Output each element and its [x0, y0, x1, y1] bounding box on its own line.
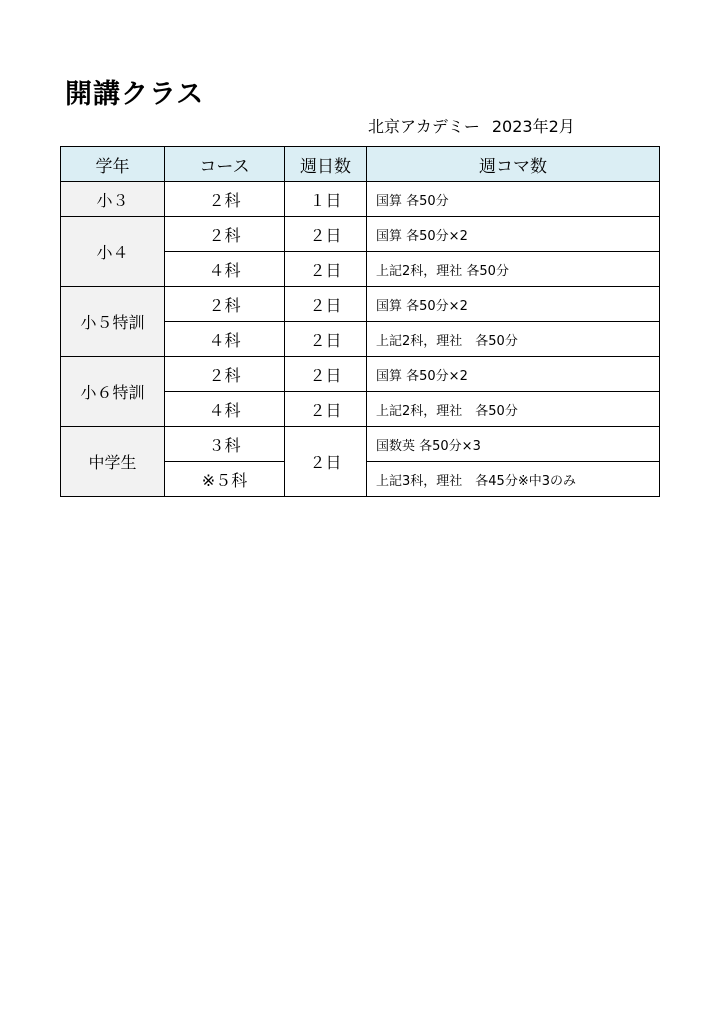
table-row	[61, 427, 660, 462]
periods-cell: 国算 各50分	[367, 182, 660, 217]
table-row	[61, 182, 660, 217]
course-cell: ４科	[165, 322, 285, 357]
page-title: 開講クラス	[65, 79, 205, 110]
header-days: 週日数	[285, 147, 367, 182]
course-cell: ２科	[165, 217, 285, 252]
header-course: コース	[165, 147, 285, 182]
periods-cell: 上記3科，理社 各45分※中3のみ	[367, 462, 660, 497]
periods-cell: 上記2科，理社 各50分	[367, 252, 660, 287]
document-date: 2023年2月	[491, 117, 575, 136]
course-cell: ２科	[165, 287, 285, 322]
periods-cell: 国数英 各50分×3	[367, 427, 660, 462]
document-subtitle	[368, 114, 575, 137]
grade-cell: 小３	[61, 182, 165, 217]
days-cell: ２日	[285, 287, 367, 322]
table-row	[61, 217, 660, 252]
days-cell: ２日	[285, 427, 367, 497]
school-name: 北京アカデミー	[368, 117, 480, 136]
grade-cell: 中学生	[61, 427, 165, 497]
header-grade: 学年	[61, 147, 165, 182]
periods-cell: 国算 各50分×2	[367, 217, 660, 252]
days-cell: ２日	[285, 217, 367, 252]
periods-cell: 上記2科，理社 各50分	[367, 322, 660, 357]
days-cell: ２日	[285, 252, 367, 287]
table-row	[61, 287, 660, 322]
days-cell: ２日	[285, 357, 367, 392]
course-cell: ４科	[165, 392, 285, 427]
course-cell: ２科	[165, 357, 285, 392]
course-cell: ２科	[165, 182, 285, 217]
class-schedule-table	[60, 146, 660, 497]
table-row	[61, 357, 660, 392]
header-periods: 週コマ数	[367, 147, 660, 182]
periods-cell: 国算 各50分×2	[367, 357, 660, 392]
periods-cell: 上記2科，理社 各50分	[367, 392, 660, 427]
days-cell: １日	[285, 182, 367, 217]
days-cell: ２日	[285, 392, 367, 427]
course-cell: ※５科	[165, 462, 285, 497]
course-cell: ３科	[165, 427, 285, 462]
periods-cell: 国算 各50分×2	[367, 287, 660, 322]
course-cell: ４科	[165, 252, 285, 287]
grade-cell: 小６特訓	[61, 357, 165, 427]
grade-cell: 小４	[61, 217, 165, 287]
grade-cell: 小５特訓	[61, 287, 165, 357]
table-header-row	[61, 147, 660, 182]
days-cell: ２日	[285, 322, 367, 357]
